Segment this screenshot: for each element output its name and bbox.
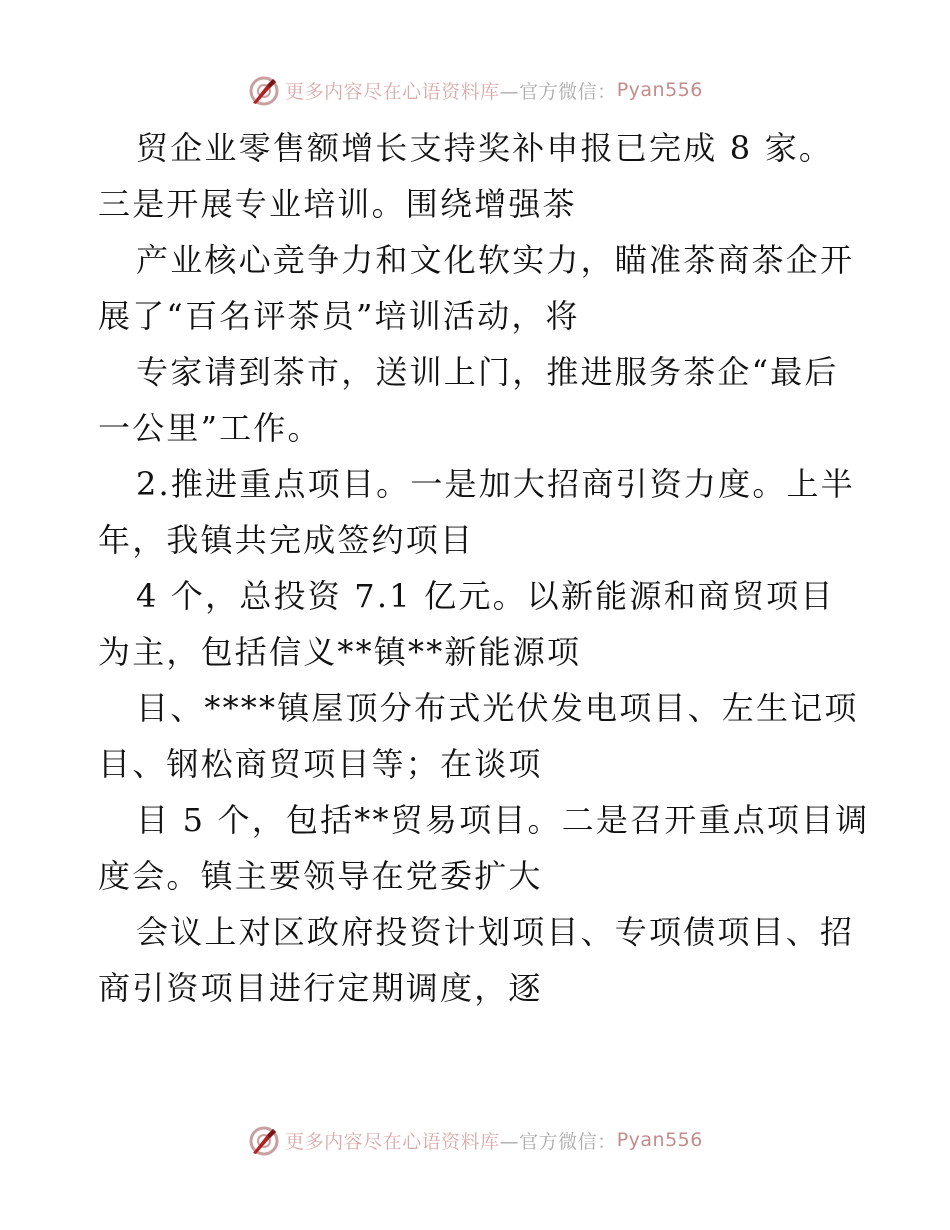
watermark-wechat-label: —官方微信： bbox=[499, 1130, 617, 1153]
pen-logo-icon bbox=[247, 73, 281, 107]
text-line: 产业核心竞争力和文化软实力，瞄准茶商茶企开 bbox=[136, 241, 855, 279]
text-line: 商引资项目进行定期调度，逐 bbox=[98, 969, 543, 1007]
text-line: 度会。镇主要领导在党委扩大 bbox=[98, 857, 543, 895]
text-line: 4 个，总投资 7.1 亿元。以新能源和商贸项目 bbox=[136, 577, 835, 615]
text-line: 目、****镇屋顶分布式光伏发电项目、左生记项 bbox=[136, 689, 859, 727]
text-line: 为主，包括信义**镇**新能源项 bbox=[98, 633, 582, 671]
text-line: 一公里”工作。 bbox=[98, 409, 322, 447]
header-watermark bbox=[0, 70, 950, 110]
text-line: 2.推进重点项目。一是加大招商引资力度。上半 bbox=[136, 465, 855, 503]
watermark-wechat-id: Pyan556 bbox=[616, 79, 703, 101]
text-line: 年，我镇共完成签约项目 bbox=[98, 521, 475, 559]
text-line: 会议上对区政府投资计划项目、专项债项目、招 bbox=[136, 913, 855, 951]
watermark-wechat-id: Pyan556 bbox=[616, 1129, 703, 1151]
text-line: 贸企业零售额增长支持奖补申报已完成 8 家。 bbox=[136, 129, 834, 167]
text-line: 目、钢松商贸项目等；在谈项 bbox=[98, 745, 543, 783]
pen-logo-icon bbox=[247, 1123, 281, 1157]
watermark-wechat-label: —官方微信： bbox=[499, 80, 617, 103]
text-line: 展了“百名评茶员”培训活动，将 bbox=[98, 297, 580, 335]
watermark-site-text: 更多内容尽在心语资料库 bbox=[285, 80, 500, 103]
document-body bbox=[98, 118, 868, 1014]
footer-watermark bbox=[0, 1120, 950, 1160]
text-line: 专家请到茶市，送训上门，推进服务茶企“最后 bbox=[136, 353, 839, 391]
text-line: 目 5 个，包括**贸易项目。二是召开重点项目调 bbox=[136, 801, 870, 839]
watermark-site-text: 更多内容尽在心语资料库 bbox=[285, 1130, 500, 1153]
text-line: 三是开展专业培训。围绕增强茶 bbox=[98, 185, 577, 223]
